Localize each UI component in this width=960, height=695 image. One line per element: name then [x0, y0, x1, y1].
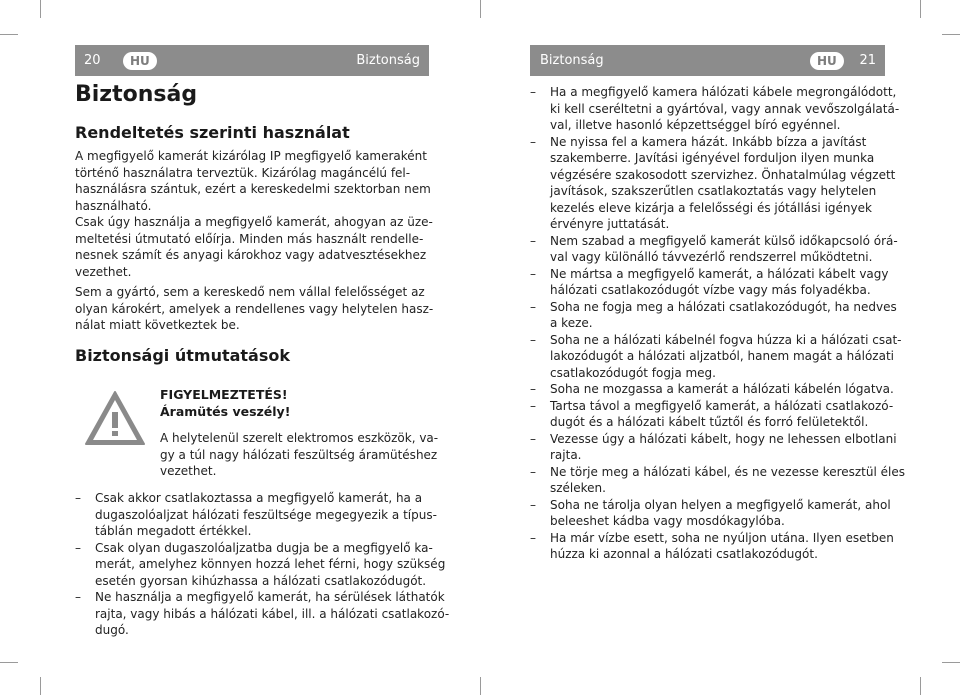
crop-mark	[480, 677, 481, 695]
list-item: – Soha ne mozgassa a kamerát a hálózati kábelén lógatva.	[530, 381, 885, 398]
list-item: – Ne mártsa a megfigyelő kamerát, a hálózati kábelt vagy hálózati csatlakozódugót vízbe vagy más folyadékba.	[530, 266, 885, 299]
list-item: – Csak akkor csatlakoztassa a megfigyelő kamerát, ha a dugaszolóaljzat hálózati feszültsége megegyezik a típus- táblán megadott értékkel.	[75, 490, 425, 540]
page-title: Biztonság	[75, 82, 198, 107]
crop-mark	[40, 0, 41, 18]
list-item: – Soha ne tárolja olyan helyen a megfigyelő kamerát, ahol beleeshet kádba vagy mosdókagylóba.	[530, 497, 885, 530]
warning-heading	[160, 387, 290, 420]
crop-mark	[480, 0, 481, 18]
paragraph-liability: Sem a gyártó, sem a kereskedő nem vállal felelősséget az olyan károkért, amelyek a rendellenes vagy helytelen hasz- nálat miatt következtek be.	[75, 285, 434, 332]
list-item: – Ha már vízbe esett, soha ne nyúljon utána. Ilyen esetben húzza ki azonnal a hálózati csatlakozódugót.	[530, 530, 885, 563]
warning-triangle-icon	[84, 390, 146, 446]
language-badge: HU	[810, 52, 844, 70]
left-page-header	[75, 45, 429, 76]
warning-label: FIGYELMEZTETÉS!	[160, 387, 288, 402]
warning-subtitle: Áramütés veszély!	[160, 403, 291, 419]
section-title: Biztonság	[356, 53, 420, 68]
list-item: – Ne nyissa fel a kamera házát. Inkább bízza a javítást szakemberre. Javítási igényével forduljon ilyen munka végzésére szakosodott szervizhez. Önhatalmúlag végzett javítások, szakszerűtlen csatlakoztatás vagy helytelen kezelés eleve kizárja a felelősségi és jótállási igények érvényre juttatását.	[530, 134, 885, 233]
crop-mark	[942, 34, 960, 35]
list-item: – Ha a megfigyelő kamera hálózati kábele megrongálódott, ki kell cseréltetni a gyártóval, vagy annak vevőszolgálatá- val, illetve hasonló képzettséggel bíró egyénnel.	[530, 84, 885, 134]
paragraph-usage: Csak úgy használja a megfigyelő kamerát, ahogyan az üze- meltetési útmutató előírja. Minden más használt rendelle- nesnek számít és anyagi károkhoz vagy adatvesztésekhez vezethet.	[75, 215, 433, 279]
list-item: – Csak olyan dugaszolóaljzatba dugja be a megfigyelő ka- merát, amelyhez könnyen hozzá lehet férni, hogy szükség esetén gyorsan kihúzhassa a hálózati csatlakozódugót.	[75, 540, 425, 590]
crop-mark	[40, 677, 41, 695]
list-item: – Soha ne a hálózati kábelnél fogva húzza ki a hálózati csat- lakozódugót a hálózati aljzatból, hanem magát a hálózati csatlakozódugót fogja meg.	[530, 332, 885, 382]
page-number: 20	[84, 53, 101, 68]
list-item: – Nem szabad a megfigyelő kamerát külső időkapcsoló órá- val vagy különálló távvezérlő rendszerrel működtetni.	[530, 233, 885, 266]
list-item: – Vezesse úgy a hálózati kábelt, hogy ne lehessen elbotlani rajta.	[530, 431, 885, 464]
warning-text: A helytelenül szerelt elektromos eszközök, va- gy a túl nagy hálózati feszültség áramütéshez vezethet.	[160, 431, 439, 478]
language-badge: HU	[123, 52, 157, 70]
crop-mark	[0, 662, 18, 663]
crop-mark	[920, 677, 921, 695]
list-item: – Tartsa távol a megfigyelő kamerát, a hálózati csatlakozó- dugót és a hálózati kábelt tűztől és forró felületektől.	[530, 398, 885, 431]
paragraph-intended-use: A megfigyelő kamerát kizárólag IP megfigyelő kameraként történő használatra terveztük. Kizárólag magáncélú fel- használásra szántuk, ezért a kereskedelmi szektorban nem használható.	[75, 149, 431, 213]
crop-mark	[942, 662, 960, 663]
list-item: – Ne használja a megfigyelő kamerát, ha sérülések láthatók rajta, vagy hibás a hálózati kábel, ill. a hálózati csatlakozó- dugó.	[75, 589, 425, 639]
list-item: – Ne törje meg a hálózati kábel, és ne vezesse keresztül éles széleken.	[530, 464, 885, 497]
crop-mark	[920, 0, 921, 18]
safety-list-left	[75, 490, 450, 639]
safety-list-right	[530, 84, 905, 563]
right-page-header	[530, 45, 885, 76]
crop-mark	[0, 34, 18, 35]
section-title: Biztonság	[540, 53, 604, 68]
heading-safety-instructions: Biztonsági útmutatások	[75, 346, 290, 365]
list-item: – Soha ne fogja meg a hálózati csatlakozódugót, ha nedves a keze.	[530, 299, 885, 332]
heading-intended-use: Rendeltetés szerinti használat	[75, 123, 350, 142]
page-number: 21	[859, 53, 876, 68]
